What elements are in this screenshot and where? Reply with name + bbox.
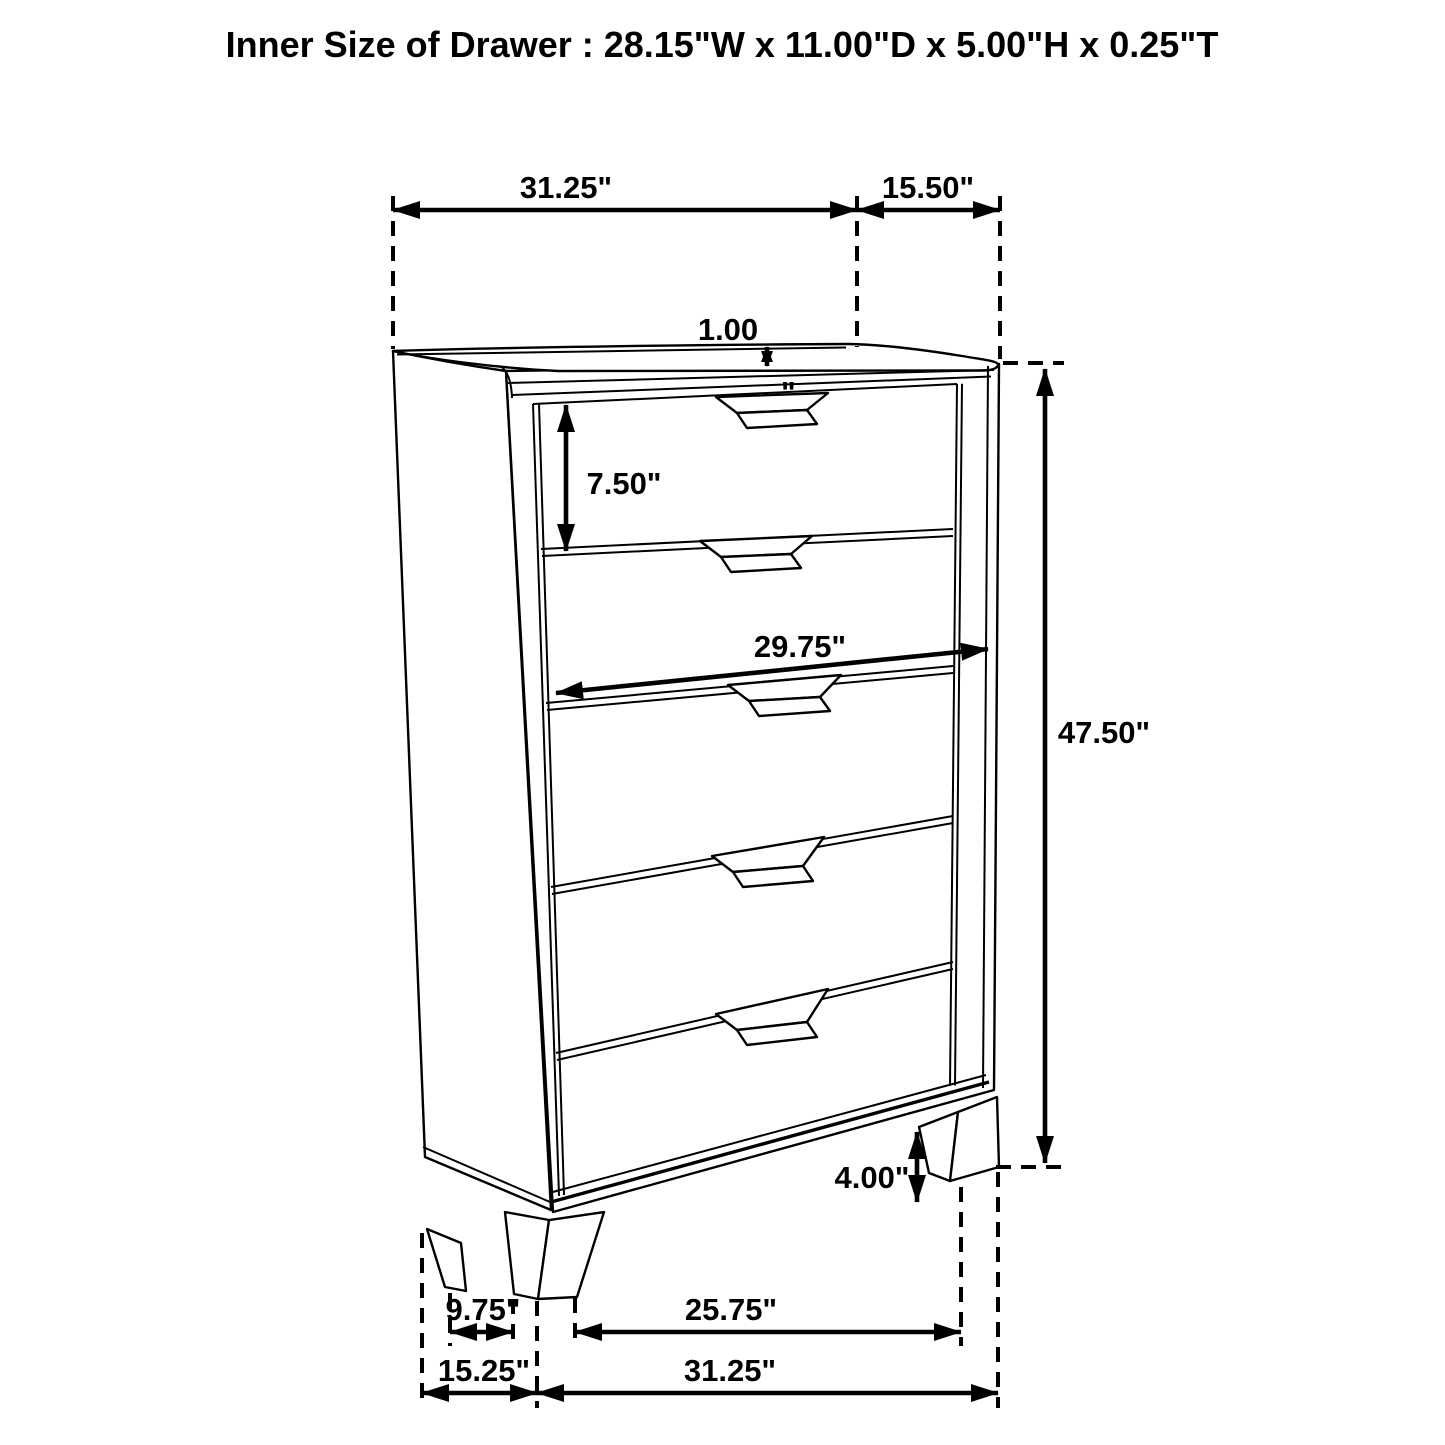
rear-left-leg — [427, 1229, 466, 1291]
page-title: Inner Size of Drawer : 28.15"W x 11.00"D x 5.00"H x 0.25"T — [225, 24, 1219, 65]
chest-drawing — [393, 344, 999, 1299]
front-left-leg-side — [538, 1212, 604, 1299]
dim-label-overall-height: 47.50" — [1057, 715, 1151, 750]
chest-front-face — [506, 364, 999, 1212]
dim-label-top-width: 31.25" — [519, 170, 613, 205]
dim-label-front-leg-span: 25.75" — [684, 1292, 778, 1327]
dim-label-top-thickness-unit: " — [781, 375, 796, 410]
dim-label-top-thickness: 1.00 — [697, 312, 759, 347]
dim-label-drawer-width: 29.75" — [753, 629, 847, 664]
dim-label-leg-height: 4.00" — [834, 1160, 910, 1195]
handle-lip — [721, 554, 801, 572]
handle-lip — [737, 410, 817, 428]
dim-label-front-leg-side-gap: 9.75" — [445, 1292, 521, 1327]
dim-label-drawer-height: 7.50" — [586, 466, 662, 501]
front-right-leg-side — [950, 1097, 999, 1181]
dim-label-base-width: 31.25" — [683, 1353, 777, 1388]
dim-label-base-depth: 15.25" — [437, 1353, 531, 1388]
dim-label-top-depth: 15.50" — [881, 170, 975, 205]
